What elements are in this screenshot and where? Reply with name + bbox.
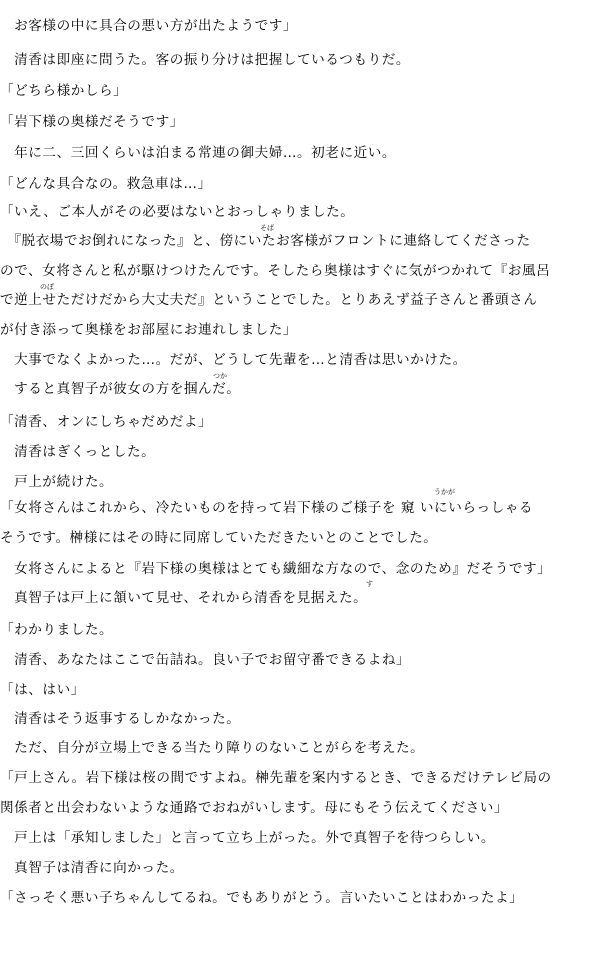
- text-line: 戸上は「承知しました」と言って立ち上がった。外で真智子を待つらしい。: [0, 830, 496, 846]
- text-line: そうです。榊様にはその時に同席していただきたいとのことでした。: [0, 530, 438, 546]
- text-line: 関係者と出会わないような通路でおねがいします。母にもそう伝えてください」: [0, 800, 509, 816]
- text-line: 「さっそく悪い子ちゃんしてるね。でもありがとう。言いたいことはわかったよ」: [0, 890, 524, 906]
- text-line: 「戸上さん。岩下様は桜の間ですよね。榊先輩を案内するとき、できるだけテレビ局の: [0, 770, 552, 786]
- text-line: 大事でなくよかった…。だが、どうして先輩を…と清香は思いかけた。: [0, 352, 467, 368]
- text-line: 女将さんによると『岩下様の奥様はとても繊細な方なので、念のため』だそうです」: [0, 561, 552, 577]
- text-line: ただ、自分が立場上できる当たり障りのないことがらを考えた。: [0, 740, 425, 756]
- text-line: が付き添って奥様をお部屋にお連れしました」: [0, 322, 298, 338]
- text-line: 「岩下様の奥様だそうです」: [0, 114, 184, 130]
- text-line: 年に二、三回くらいは泊まる常連の御夫婦…。初老に近い。: [0, 145, 397, 161]
- text-line: 「女将さんはこれから、冷たいものを持って岩下様のご様子を 窺 いにいらっしゃる: [0, 500, 534, 516]
- text-line: ので、女将さんと私が駆けつけたんです。そしたら奥様はすぐに気がつかれて『お風呂: [0, 263, 551, 279]
- text-line: 「わかりました。: [0, 622, 114, 638]
- text-line: 清香は即座に問うた。客の振り分けは把握しているつもりだ。: [0, 52, 411, 68]
- text-line: 「どちら様かしら」: [0, 83, 128, 99]
- text-line: 清香はそう返事するしかなかった。: [0, 711, 241, 727]
- text-line: 「いえ、ご本人がその必要はないとおっしゃりました。: [0, 204, 355, 220]
- ruby-annotation: つか: [213, 372, 227, 380]
- text-line: 戸上が続けた。: [0, 474, 114, 490]
- ruby-annotation: そば: [260, 224, 274, 232]
- ruby-annotation: のぼ: [40, 283, 54, 291]
- text-line: 清香、あなたはここで缶詰ね。良い子でお留守番できるよね」: [0, 652, 411, 668]
- text-line: 『脱衣場でお倒れになった』と、傍にいたお客様がフロントに連絡してくださった: [0, 233, 531, 249]
- text-line: 清香はぎくっとした。: [0, 444, 156, 460]
- text-line: 「は、はい」: [0, 682, 85, 698]
- text-line: 「清香、オンにしちゃだめだよ」: [0, 414, 213, 430]
- text-line: 真智子は戸上に頷いて見せ、それから清香を見据えた。: [0, 590, 368, 606]
- ruby-annotation: す: [366, 580, 373, 588]
- ruby-annotation: うかが: [434, 488, 455, 496]
- text-line: 真智子は清香に向かった。: [0, 860, 184, 876]
- text-line: すると真智子が彼女の方を掴んだ。: [0, 381, 241, 397]
- text-line: で逆上せただけだから大丈夫だ』ということでした。とりあえず益子さんと番頭さん: [0, 292, 538, 308]
- text-line: 「どんな具合なの。救急車は…」: [0, 176, 212, 192]
- text-line: お客様の中に具合の悪い方が出たようです」: [0, 18, 298, 34]
